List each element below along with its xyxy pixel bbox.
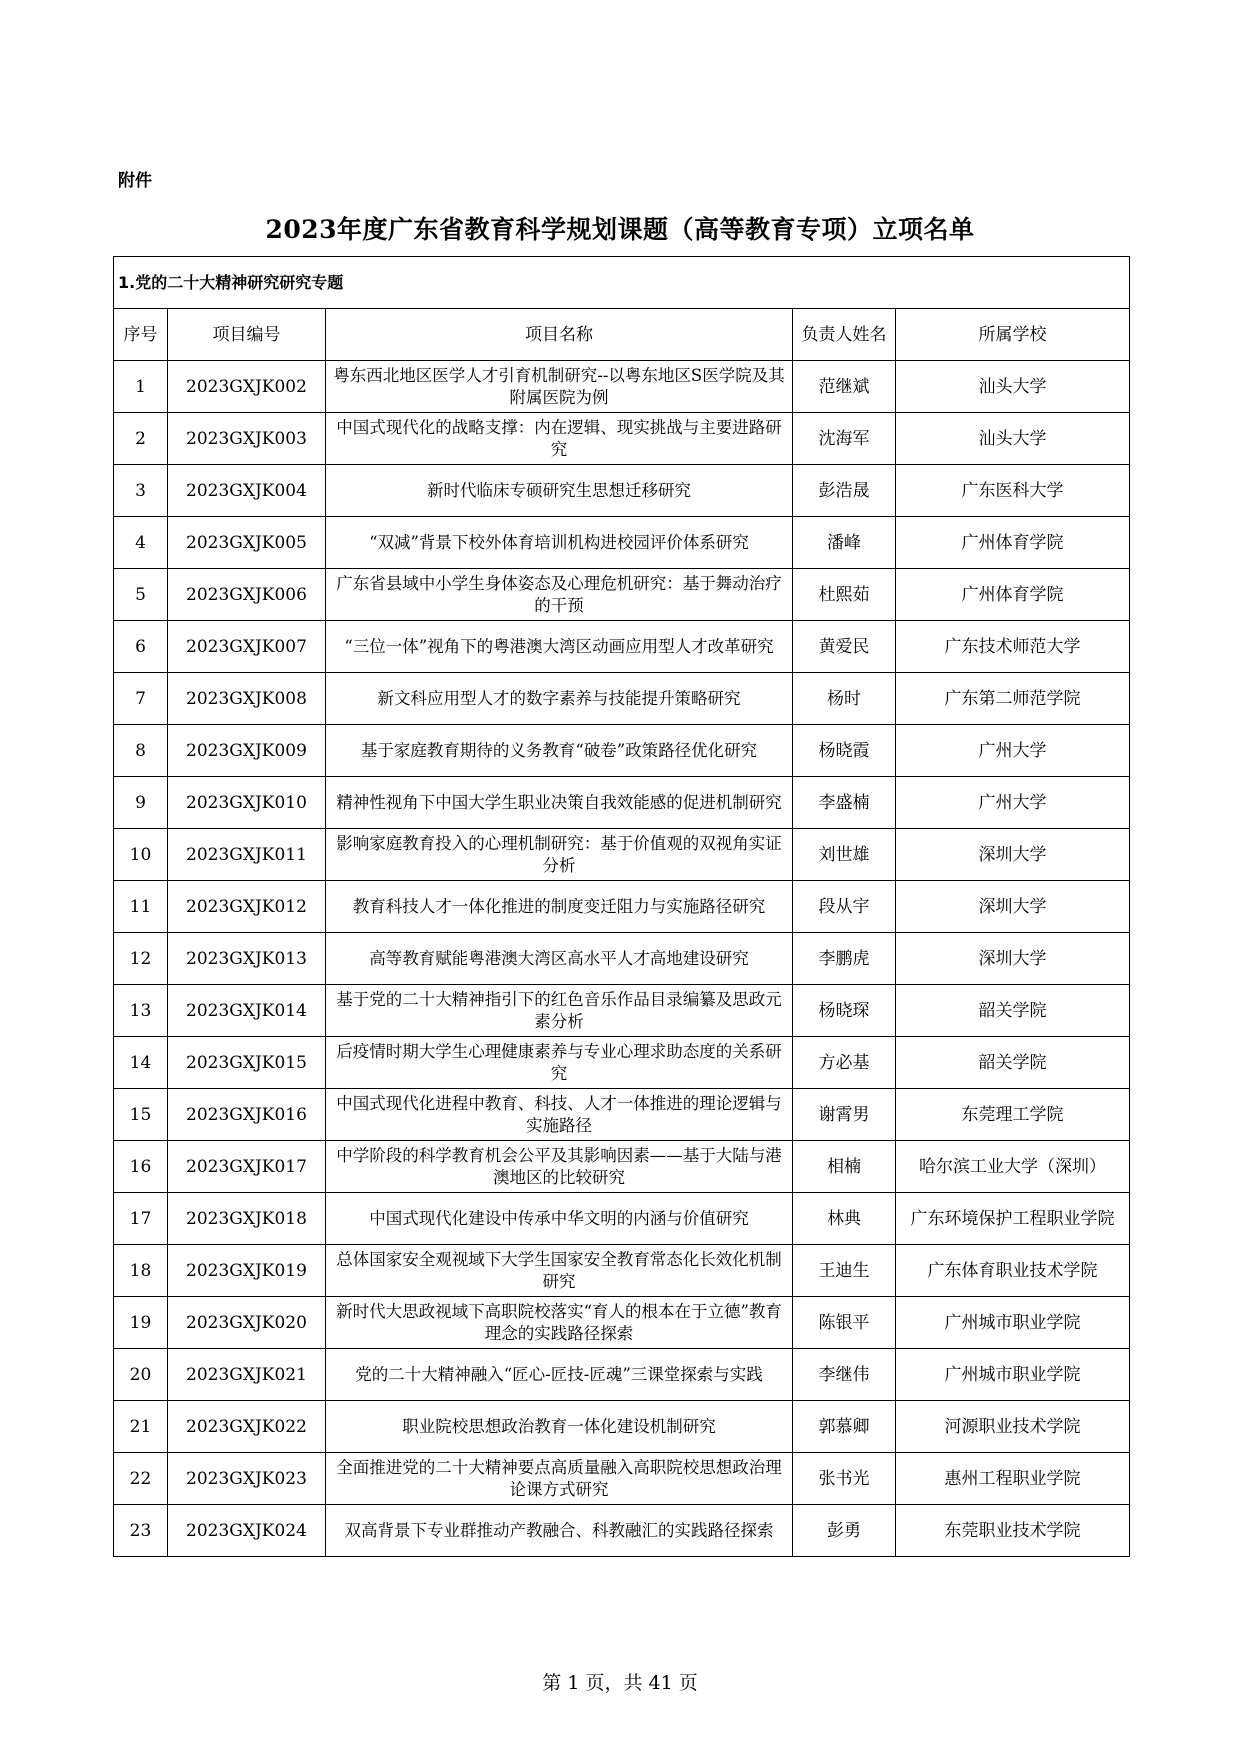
cell-code: 2023GXJK013 [168, 933, 326, 985]
cell-leader: 黄爱民 [793, 621, 896, 673]
cell-code: 2023GXJK014 [168, 985, 326, 1037]
cell-leader: 杨时 [793, 673, 896, 725]
cell-leader: 郭慕卿 [793, 1401, 896, 1453]
table-row [114, 933, 1130, 985]
cell-no: 11 [114, 881, 168, 933]
cell-name: 中学阶段的科学教育机会公平及其影响因素——基于大陆与港澳地区的比较研究 [326, 1141, 793, 1193]
cell-school: 广东体育职业技术学院 [896, 1245, 1130, 1297]
cell-code: 2023GXJK012 [168, 881, 326, 933]
table-row [114, 1037, 1130, 1089]
cell-name: “三位一体”视角下的粤港澳大湾区动画应用型人才改革研究 [326, 621, 793, 673]
attachment-label: 附件 [118, 171, 152, 191]
cell-code: 2023GXJK018 [168, 1193, 326, 1245]
cell-name: 中国式现代化建设中传承中华文明的内涵与价值研究 [326, 1193, 793, 1245]
table-row [114, 1401, 1130, 1453]
cell-code: 2023GXJK023 [168, 1453, 326, 1505]
cell-no: 4 [114, 517, 168, 569]
cell-no: 7 [114, 673, 168, 725]
cell-school: 汕头大学 [896, 413, 1130, 465]
cell-school: 深圳大学 [896, 881, 1130, 933]
cell-name: 教育科技人才一体化推进的制度变迁阻力与实施路径研究 [326, 881, 793, 933]
section-title: 1.党的二十大精神研究研究专题 [114, 257, 1130, 309]
table-row [114, 1453, 1130, 1505]
document-title: 2023年度广东省教育科学规划课题（高等教育专项）立项名单 [265, 215, 975, 244]
cell-name: 后疫情时期大学生心理健康素养与专业心理求助态度的关系研究 [326, 1037, 793, 1089]
table-row [114, 621, 1130, 673]
header-no: 序号 [114, 309, 168, 361]
cell-leader: 潘峰 [793, 517, 896, 569]
cell-no: 3 [114, 465, 168, 517]
table-row [114, 881, 1130, 933]
cell-school: 广州大学 [896, 725, 1130, 777]
header-code: 项目编号 [168, 309, 326, 361]
table-row [114, 985, 1130, 1037]
table-row [114, 829, 1130, 881]
table-row [114, 1245, 1130, 1297]
header-name: 项目名称 [326, 309, 793, 361]
table-row [114, 413, 1130, 465]
header-leader: 负责人姓名 [793, 309, 896, 361]
cell-code: 2023GXJK021 [168, 1349, 326, 1401]
cell-school: 东莞职业技术学院 [896, 1505, 1130, 1557]
cell-school: 广州大学 [896, 777, 1130, 829]
cell-code: 2023GXJK004 [168, 465, 326, 517]
cell-name: 党的二十大精神融入“匠心-匠技-匠魂”三课堂探索与实践 [326, 1349, 793, 1401]
cell-leader: 彭勇 [793, 1505, 896, 1557]
cell-school: 广州体育学院 [896, 517, 1130, 569]
cell-no: 16 [114, 1141, 168, 1193]
table-row [114, 1089, 1130, 1141]
cell-leader: 杜熙茹 [793, 569, 896, 621]
cell-leader: 王迪生 [793, 1245, 896, 1297]
cell-code: 2023GXJK003 [168, 413, 326, 465]
cell-no: 18 [114, 1245, 168, 1297]
cell-school: 东莞理工学院 [896, 1089, 1130, 1141]
cell-code: 2023GXJK010 [168, 777, 326, 829]
cell-name: 全面推进党的二十大精神要点高质量融入高职院校思想政治理论课方式研究 [326, 1453, 793, 1505]
cell-no: 5 [114, 569, 168, 621]
cell-no: 20 [114, 1349, 168, 1401]
cell-school: 韶关学院 [896, 985, 1130, 1037]
cell-leader: 李鹏虎 [793, 933, 896, 985]
cell-leader: 相楠 [793, 1141, 896, 1193]
cell-leader: 陈银平 [793, 1297, 896, 1349]
cell-no: 17 [114, 1193, 168, 1245]
cell-name: 基于党的二十大精神指引下的红色音乐作品目录编纂及思政元素分析 [326, 985, 793, 1037]
cell-no: 2 [114, 413, 168, 465]
cell-no: 23 [114, 1505, 168, 1557]
cell-school: 韶关学院 [896, 1037, 1130, 1089]
cell-no: 15 [114, 1089, 168, 1141]
table-row [114, 777, 1130, 829]
cell-no: 22 [114, 1453, 168, 1505]
cell-school: 广东技术师范大学 [896, 621, 1130, 673]
cell-leader: 李继伟 [793, 1349, 896, 1401]
table-row [114, 361, 1130, 413]
cell-code: 2023GXJK005 [168, 517, 326, 569]
cell-leader: 林典 [793, 1193, 896, 1245]
cell-school: 广东环境保护工程职业学院 [896, 1193, 1130, 1245]
cell-name: 广东省县域中小学生身体姿态及心理危机研究：基于舞动治疗的干预 [326, 569, 793, 621]
cell-school: 哈尔滨工业大学（深圳） [896, 1141, 1130, 1193]
table-row [114, 673, 1130, 725]
cell-code: 2023GXJK020 [168, 1297, 326, 1349]
cell-no: 21 [114, 1401, 168, 1453]
cell-school: 广州体育学院 [896, 569, 1130, 621]
cell-code: 2023GXJK008 [168, 673, 326, 725]
cell-leader: 范继斌 [793, 361, 896, 413]
cell-school: 广东第二师范学院 [896, 673, 1130, 725]
cell-code: 2023GXJK007 [168, 621, 326, 673]
cell-no: 19 [114, 1297, 168, 1349]
cell-no: 1 [114, 361, 168, 413]
cell-code: 2023GXJK017 [168, 1141, 326, 1193]
cell-name: 基于家庭教育期待的义务教育“破卷”政策路径优化研究 [326, 725, 793, 777]
table-row [114, 1505, 1130, 1557]
cell-name: 中国式现代化进程中教育、科技、人才一体推进的理论逻辑与实施路径 [326, 1089, 793, 1141]
cell-no: 13 [114, 985, 168, 1037]
table-row [114, 569, 1130, 621]
cell-school: 深圳大学 [896, 933, 1130, 985]
cell-name: “双减”背景下校外体育培训机构进校园评价体系研究 [326, 517, 793, 569]
section-row [114, 257, 1130, 309]
cell-code: 2023GXJK024 [168, 1505, 326, 1557]
table-row [114, 1193, 1130, 1245]
cell-name: 中国式现代化的战略支撑：内在逻辑、现实挑战与主要进路研究 [326, 413, 793, 465]
cell-no: 9 [114, 777, 168, 829]
cell-name: 影响家庭教育投入的心理机制研究：基于价值观的双视角实证分析 [326, 829, 793, 881]
header-school: 所属学校 [896, 309, 1130, 361]
cell-leader: 彭浩晟 [793, 465, 896, 517]
table-row [114, 1349, 1130, 1401]
cell-name: 高等教育赋能粤港澳大湾区高水平人才高地建设研究 [326, 933, 793, 985]
cell-leader: 刘世雄 [793, 829, 896, 881]
cell-code: 2023GXJK022 [168, 1401, 326, 1453]
cell-leader: 沈海军 [793, 413, 896, 465]
cell-leader: 杨晓霞 [793, 725, 896, 777]
cell-school: 广州城市职业学院 [896, 1349, 1130, 1401]
page-footer: 第 1 页，共 41 页 [542, 1672, 698, 1694]
cell-leader: 杨晓琛 [793, 985, 896, 1037]
cell-school: 惠州工程职业学院 [896, 1453, 1130, 1505]
cell-leader: 谢霄男 [793, 1089, 896, 1141]
cell-code: 2023GXJK015 [168, 1037, 326, 1089]
cell-name: 新时代大思政视域下高职院校落实“育人的根本在于立德”教育理念的实践路径探索 [326, 1297, 793, 1349]
project-table [113, 256, 1130, 1557]
cell-code: 2023GXJK009 [168, 725, 326, 777]
cell-name: 新时代临床专硕研究生思想迁移研究 [326, 465, 793, 517]
cell-leader: 段从宇 [793, 881, 896, 933]
cell-name: 新文科应用型人才的数字素养与技能提升策略研究 [326, 673, 793, 725]
cell-school: 广州城市职业学院 [896, 1297, 1130, 1349]
cell-leader: 方必基 [793, 1037, 896, 1089]
cell-no: 12 [114, 933, 168, 985]
header-row [114, 309, 1130, 361]
cell-name: 职业院校思想政治教育一体化建设机制研究 [326, 1401, 793, 1453]
cell-name: 总体国家安全观视域下大学生国家安全教育常态化长效化机制研究 [326, 1245, 793, 1297]
table-row [114, 517, 1130, 569]
cell-code: 2023GXJK002 [168, 361, 326, 413]
cell-school: 汕头大学 [896, 361, 1130, 413]
cell-no: 6 [114, 621, 168, 673]
cell-name: 双高背景下专业群推动产教融合、科教融汇的实践路径探索 [326, 1505, 793, 1557]
table-row [114, 465, 1130, 517]
cell-name: 精神性视角下中国大学生职业决策自我效能感的促进机制研究 [326, 777, 793, 829]
table-row [114, 1297, 1130, 1349]
cell-no: 10 [114, 829, 168, 881]
cell-code: 2023GXJK019 [168, 1245, 326, 1297]
cell-code: 2023GXJK011 [168, 829, 326, 881]
cell-no: 8 [114, 725, 168, 777]
table-row [114, 725, 1130, 777]
cell-school: 河源职业技术学院 [896, 1401, 1130, 1453]
cell-school: 广东医科大学 [896, 465, 1130, 517]
cell-no: 14 [114, 1037, 168, 1089]
cell-name: 粤东西北地区医学人才引育机制研究--以粤东地区S医学院及其附属医院为例 [326, 361, 793, 413]
cell-leader: 李盛楠 [793, 777, 896, 829]
cell-leader: 张书光 [793, 1453, 896, 1505]
cell-school: 深圳大学 [896, 829, 1130, 881]
cell-code: 2023GXJK006 [168, 569, 326, 621]
table-row [114, 1141, 1130, 1193]
cell-code: 2023GXJK016 [168, 1089, 326, 1141]
